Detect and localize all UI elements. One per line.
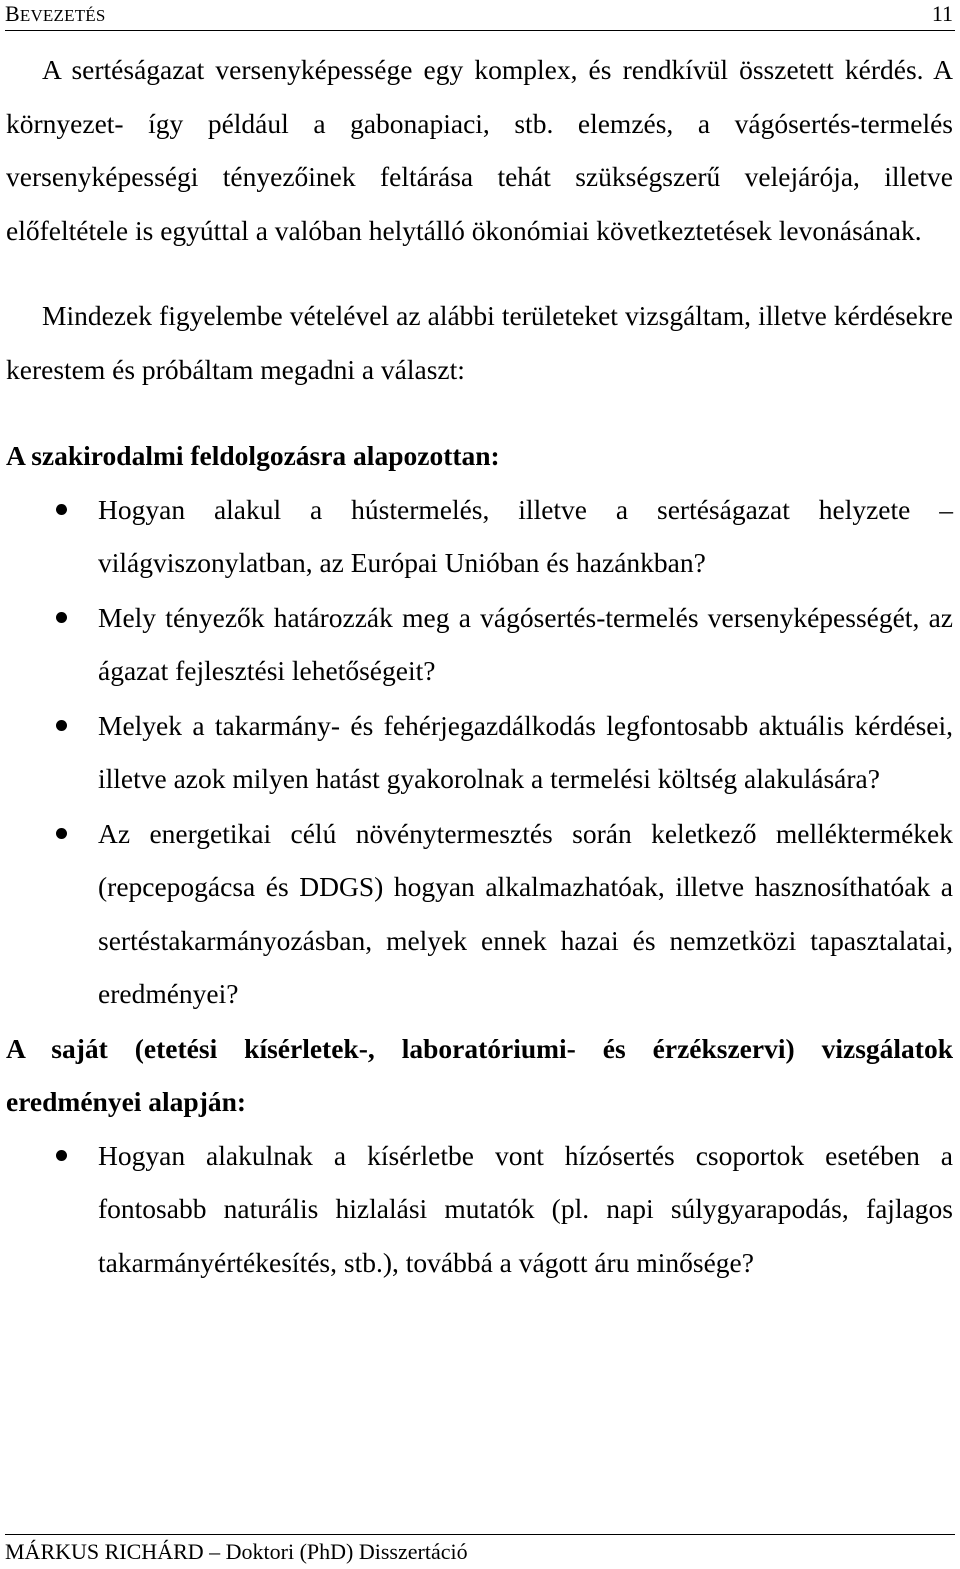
list-item	[6, 807, 953, 1021]
bullet-icon	[56, 504, 67, 515]
literature-section-heading: A szakirodalmi feldolgozásra alapozottan:	[6, 440, 500, 471]
own-research-section-heading: A saját (etetési kísérletek-, laboratóriumi- és érzékszervi) vizsgálatok eredményei alapján:	[6, 1032, 953, 1117]
list-item	[6, 591, 953, 698]
page-footer	[5, 1534, 955, 1564]
list-item	[6, 1129, 953, 1290]
list-item	[6, 699, 953, 806]
bullet-icon	[56, 720, 67, 731]
chapter-title-rest: EVEZETÉS	[19, 6, 106, 25]
bullet-icon	[56, 612, 67, 623]
intro-paragraph: A sertéságazat versenyképessége egy komplex, és rendkívül összetett kérdés. A környezet- így például a gabonapiaci, stb. elemzés, a vágósertés-termelés versenyképességi tényezőinek feltárása tehát szükségszerű velejárója, illetve előfeltétele is egyúttal a valóban helytálló ökonómiai következtetések levonásának.	[6, 54, 953, 246]
own-research-questions-list	[6, 1129, 953, 1290]
list-item-text: Hogyan alakul a hústermelés, illetve a sertéságazat helyzete – világviszonylatban, az Európai Unióban és hazánkban?	[98, 493, 953, 578]
literature-questions-list	[6, 483, 953, 1021]
page-header	[5, 0, 955, 31]
list-item-text: Az energetikai célú növénytermesztés során keletkező melléktermékek (repcepogácsa és DDGS) hogyan alkalmazhatóak, illetve hasznosíthatóak a sertéstakarmányozásban, melyek ennek hazai és nemzetközi tapasztalatai, eredményei?	[98, 817, 953, 1009]
page-body	[6, 43, 953, 1290]
list-item-text: Melyek a takarmány- és fehérjegazdálkodás legfontosabb aktuális kérdései, illetve azok milyen hatást gyakorolnak a termelési költség alakulására?	[98, 709, 953, 794]
list-item-text: Hogyan alakulnak a kísérletbe vont hízósertés csoportok esetében a fontosabb naturális hizlalási mutatók (pl. napi súlygyarapodás, fajlagos takarmányértékesítés, stb.), továbbá a vágott áru minősége?	[98, 1139, 953, 1278]
chapter-title-initial: B	[5, 1, 20, 26]
scope-paragraph: Mindezek figyelembe vételével az alábbi területeket vizsgáltam, illetve kérdésekre kerestem és próbáltam megadni a választ:	[6, 300, 953, 385]
footer-author-title: MÁRKUS RICHÁRD – Doktori (PhD) Disszertáció	[5, 1539, 468, 1564]
chapter-title	[5, 3, 106, 27]
list-item-text: Mely tényezők határozzák meg a vágósertés-termelés versenyképességét, az ágazat fejlesztési lehetőségeit?	[98, 601, 953, 686]
bullet-icon	[56, 1150, 67, 1161]
page-number: 11	[931, 1, 953, 26]
list-item	[6, 483, 953, 590]
bullet-icon	[56, 828, 67, 839]
